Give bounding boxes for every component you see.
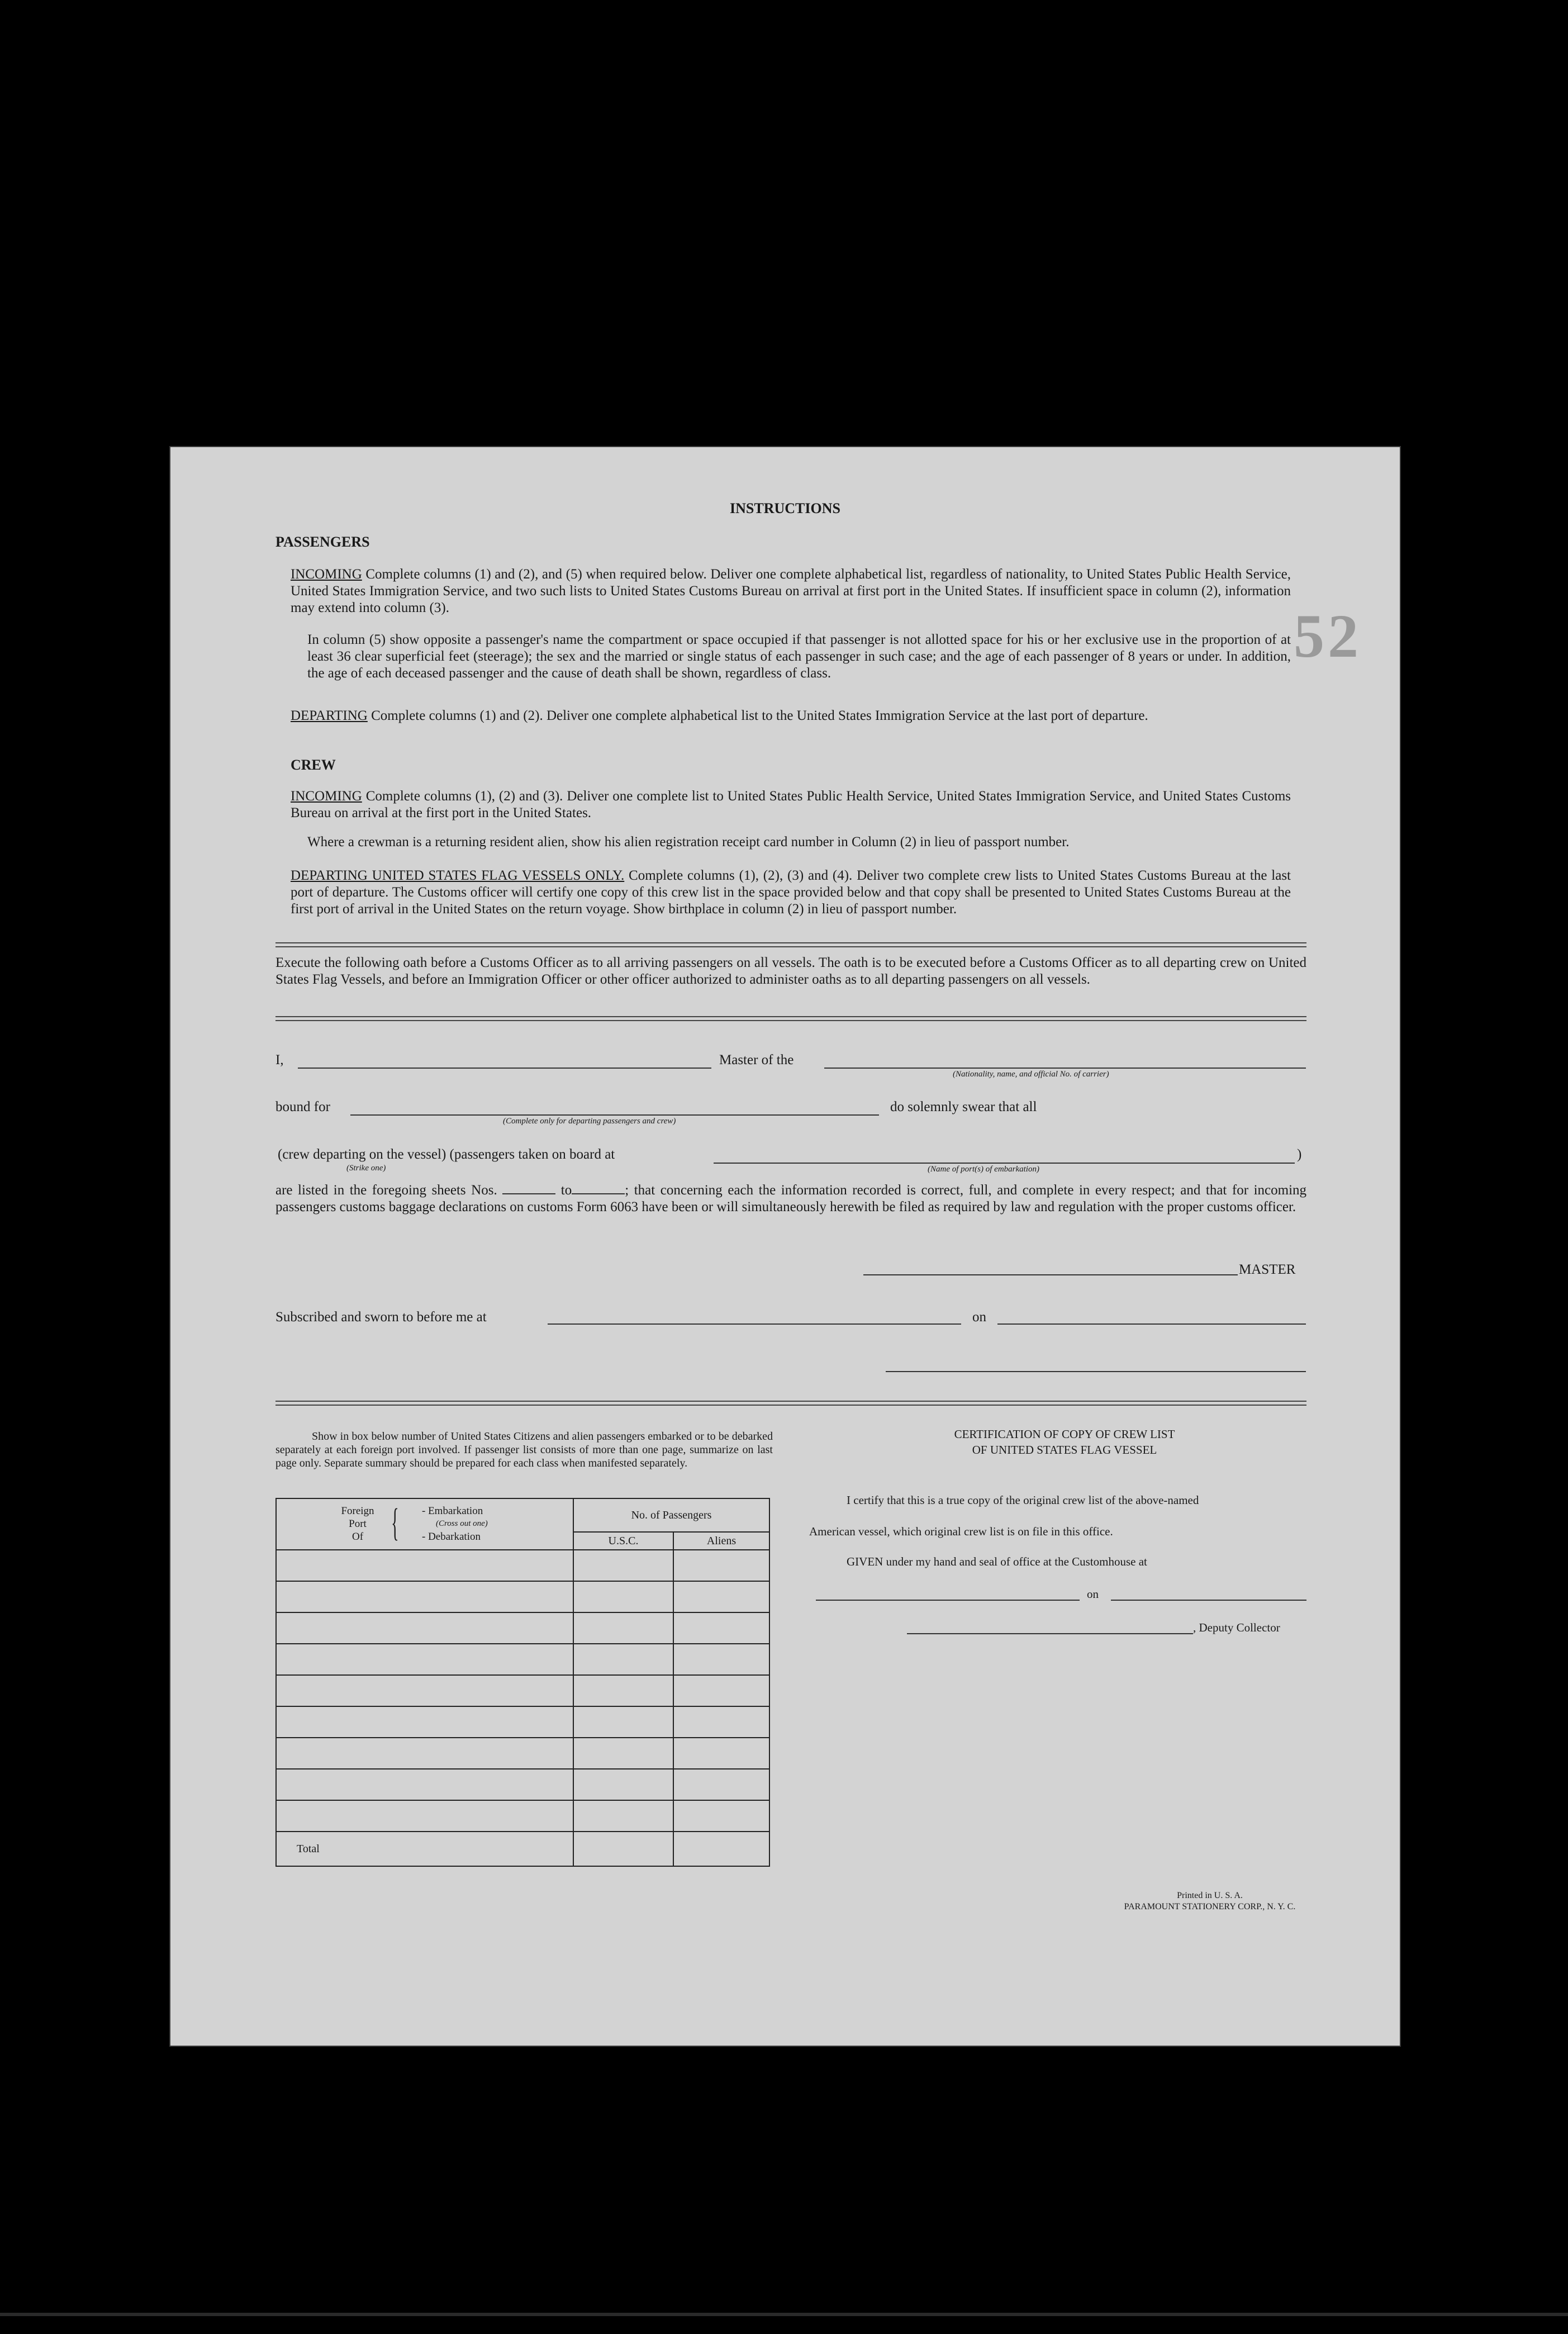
divider	[275, 1401, 1306, 1406]
usc-header: U.S.C.	[573, 1532, 673, 1550]
certification-title	[841, 1426, 1288, 1458]
cross-out-hint: (Cross out one)	[436, 1519, 488, 1528]
printer-line2: PARAMOUNT STATIONERY CORP., N. Y. C.	[1124, 1902, 1296, 1911]
usc-total-cell[interactable]	[573, 1832, 673, 1866]
close-paren: )	[1297, 1147, 1302, 1162]
subscribed-label: Subscribed and sworn to before me at	[275, 1310, 487, 1325]
column5-paragraph: In column (5) show opposite a passenger's name the compartment or space occupied if that passenger is not allotted space for his or her exclusive use in the proportion of at least 36 clear superficial feet (steerage); the sex and the married or single status of each passenger in such case; and the age of each passenger of 8 years or under. In addition, the age of each deceased passenger and the cause of death shall be shown, regardless of class.	[307, 632, 1291, 681]
port-cell[interactable]	[276, 1675, 573, 1706]
sheets-to: to	[560, 1183, 572, 1198]
aliens-total-cell[interactable]	[673, 1832, 769, 1866]
aliens-cell[interactable]	[673, 1769, 769, 1800]
crew-pass-label: (crew departing on the vessel) (passengers taken on board at	[278, 1147, 615, 1162]
deputy-signature-field[interactable]	[907, 1633, 1193, 1634]
scanner-edge	[0, 2313, 1568, 2316]
on-label: on	[972, 1310, 986, 1325]
document-page	[170, 447, 1400, 2046]
passenger-summary-table	[275, 1498, 770, 1867]
port-cell[interactable]	[276, 1769, 573, 1800]
master-label: MASTER	[1239, 1262, 1296, 1277]
printer-imprint	[1065, 1890, 1355, 1913]
passengers-incoming-label: INCOMING	[291, 567, 362, 582]
certify-line2: American vessel, which original crew list is on file in this office.	[809, 1525, 1113, 1538]
debarkation-option[interactable]: - Debarkation	[422, 1531, 481, 1543]
sheet-from-field[interactable]	[502, 1182, 555, 1194]
sheets-pre: are listed in the foregoing sheets Nos.	[275, 1183, 497, 1198]
aliens-cell[interactable]	[673, 1581, 769, 1612]
port-cell[interactable]	[276, 1550, 573, 1581]
sheets-post: ; that concerning each the information recorded is correct, full, and complete in every respect; and that for incoming passengers customs baggage declarations on customs Form 6063 have been or will simultaneously herewith be filed as required by law and regulation with the proper customs officer.	[275, 1183, 1307, 1215]
master-signature-field[interactable]	[863, 1274, 1238, 1275]
certification-title-line1: CERTIFICATION OF COPY OF CREW LIST	[954, 1427, 1175, 1441]
usc-cell[interactable]	[573, 1675, 673, 1706]
crew-incoming-paragraph	[291, 788, 1291, 822]
bound-for-field[interactable]	[350, 1114, 879, 1116]
aliens-cell[interactable]	[673, 1706, 769, 1738]
oath-intro: Execute the following oath before a Customs Officer as to all arriving passengers on all vessels. The oath is to be executed before a Customs Officer as to all departing crew on United States Flag Vessels, and before an Immigration Officer or other officer authorized to administer oaths as to all departing passengers on all vessels.	[275, 955, 1306, 987]
port-cell[interactable]	[276, 1706, 573, 1738]
usc-cell[interactable]	[573, 1550, 673, 1581]
aliens-cell[interactable]	[673, 1738, 769, 1769]
certify-line1: I certify that this is a true copy of the original crew list of the above-named	[847, 1493, 1199, 1507]
divider	[275, 1016, 1306, 1021]
given-line: GIVEN under my hand and seal of office at the Customhouse at	[847, 1555, 1147, 1568]
passengers-departing-paragraph	[291, 708, 1291, 724]
crew-departing-label: DEPARTING UNITED STATES FLAG VESSELS ONLY.	[291, 868, 625, 883]
embarkation-port-field[interactable]	[714, 1163, 1295, 1164]
crew-incoming-label: INCOMING	[291, 789, 362, 804]
subscribed-place-field[interactable]	[548, 1323, 961, 1325]
passengers-departing-label: DEPARTING	[291, 708, 368, 723]
usc-cell[interactable]	[573, 1612, 673, 1644]
master-of-label: Master of the	[719, 1052, 794, 1068]
of-label: Of	[351, 1531, 364, 1543]
printer-line1: Printed in U. S. A.	[1177, 1891, 1243, 1900]
oath-paragraph	[275, 1182, 1306, 1216]
swear-label: do solemnly swear that all	[890, 1099, 1037, 1114]
bound-for-label: bound for	[275, 1099, 330, 1114]
passengers-incoming-paragraph	[291, 566, 1291, 616]
bleed-through-number: 52	[1294, 602, 1362, 670]
usc-cell[interactable]	[573, 1706, 673, 1738]
passengers-departing-text: Complete columns (1) and (2). Deliver one complete alphabetical list to the United States Immigration Service at the last port of departure.	[367, 708, 1148, 723]
cert-date-field[interactable]	[1111, 1600, 1306, 1601]
subscribed-date-field[interactable]	[997, 1323, 1306, 1325]
aliens-header: Aliens	[673, 1532, 769, 1550]
foreign-label: Foreign	[341, 1505, 374, 1517]
passengers-heading: PASSENGERS	[275, 534, 370, 550]
summary-instructions: Show in box below number of United States Citizens and alien passengers embarked or to be debarked separately at each foreign port involved. If passenger list consists of more than one page, summarize on last page only. Separate summary should be prepared for each class when manifested separately.	[275, 1430, 773, 1469]
deputy-label: , Deputy Collector	[1193, 1621, 1280, 1634]
aliens-cell[interactable]	[673, 1675, 769, 1706]
carrier-field[interactable]	[824, 1068, 1306, 1069]
usc-cell[interactable]	[573, 1800, 673, 1832]
port-cell[interactable]	[276, 1738, 573, 1769]
crew-departing-text: Complete columns (1), (2), (3) and (4). Deliver two complete crew lists to United States Customs Bureau at the last port of departure. The Customs officer will certify one copy of this crew list in the space provided below and that copy shall be presented to United States Customs Bureau at the first port of arrival in the United States on the return voyage. Show birthplace in column (2) in lieu of passport number.	[291, 868, 1291, 917]
customhouse-field[interactable]	[816, 1600, 1080, 1601]
certification-title-line2: OF UNITED STATES FLAG VESSEL	[972, 1443, 1157, 1457]
cert-on-label: on	[1087, 1587, 1099, 1601]
aliens-cell[interactable]	[673, 1612, 769, 1644]
port-cell[interactable]	[276, 1612, 573, 1644]
total-label: Total	[276, 1832, 573, 1866]
port-hint: (Name of port(s) of embarkation)	[928, 1165, 1039, 1174]
page-title: INSTRUCTIONS	[730, 500, 840, 516]
usc-cell[interactable]	[573, 1769, 673, 1800]
aliens-cell[interactable]	[673, 1550, 769, 1581]
foreign-port-header	[276, 1498, 573, 1550]
port-cell[interactable]	[276, 1644, 573, 1675]
crew-alien-paragraph: Where a crewman is a returning resident alien, show his alien registration receipt card number in Column (2) in lieu of passport number.	[307, 834, 1070, 850]
strike-hint: (Strike one)	[346, 1164, 386, 1173]
usc-cell[interactable]	[573, 1738, 673, 1769]
carrier-hint: (Nationality, name, and official No. of carrier)	[953, 1070, 1109, 1079]
divider	[275, 942, 1306, 947]
port-cell[interactable]	[276, 1581, 573, 1612]
aliens-cell[interactable]	[673, 1644, 769, 1675]
officer-signature-field[interactable]	[886, 1371, 1306, 1372]
passengers-incoming-text: Complete columns (1) and (2), and (5) when required below. Deliver one complete alphabetical list, regardless of nationality, to United States Public Health Service, United States Immigration Service, and two such lists to United States Customs Bureau on arrival at first port in the United States. If insufficient space in column (2), information may extend into column (3).	[291, 567, 1291, 615]
oath-i-label: I,	[275, 1052, 284, 1068]
usc-cell[interactable]	[573, 1644, 673, 1675]
sheet-to-field[interactable]	[572, 1182, 625, 1194]
crew-departing-paragraph	[291, 867, 1291, 918]
crew-incoming-text: Complete columns (1), (2) and (3). Deliver one complete list to United States Public Health Service, United States Immigration Service, and United States Customs Bureau on arrival at the first port in the United States.	[291, 789, 1291, 820]
port-label: Port	[349, 1518, 367, 1530]
master-name-field[interactable]	[298, 1068, 711, 1069]
brace-symbol: {	[391, 1501, 399, 1544]
aliens-cell[interactable]	[673, 1800, 769, 1832]
no-of-passengers-header: No. of Passengers	[573, 1498, 769, 1532]
embarkation-option[interactable]: - Embarkation	[422, 1505, 483, 1517]
bound-hint: (Complete only for departing passengers and crew)	[503, 1117, 676, 1126]
port-cell[interactable]	[276, 1800, 573, 1832]
crew-heading: CREW	[291, 757, 336, 773]
usc-cell[interactable]	[573, 1581, 673, 1612]
